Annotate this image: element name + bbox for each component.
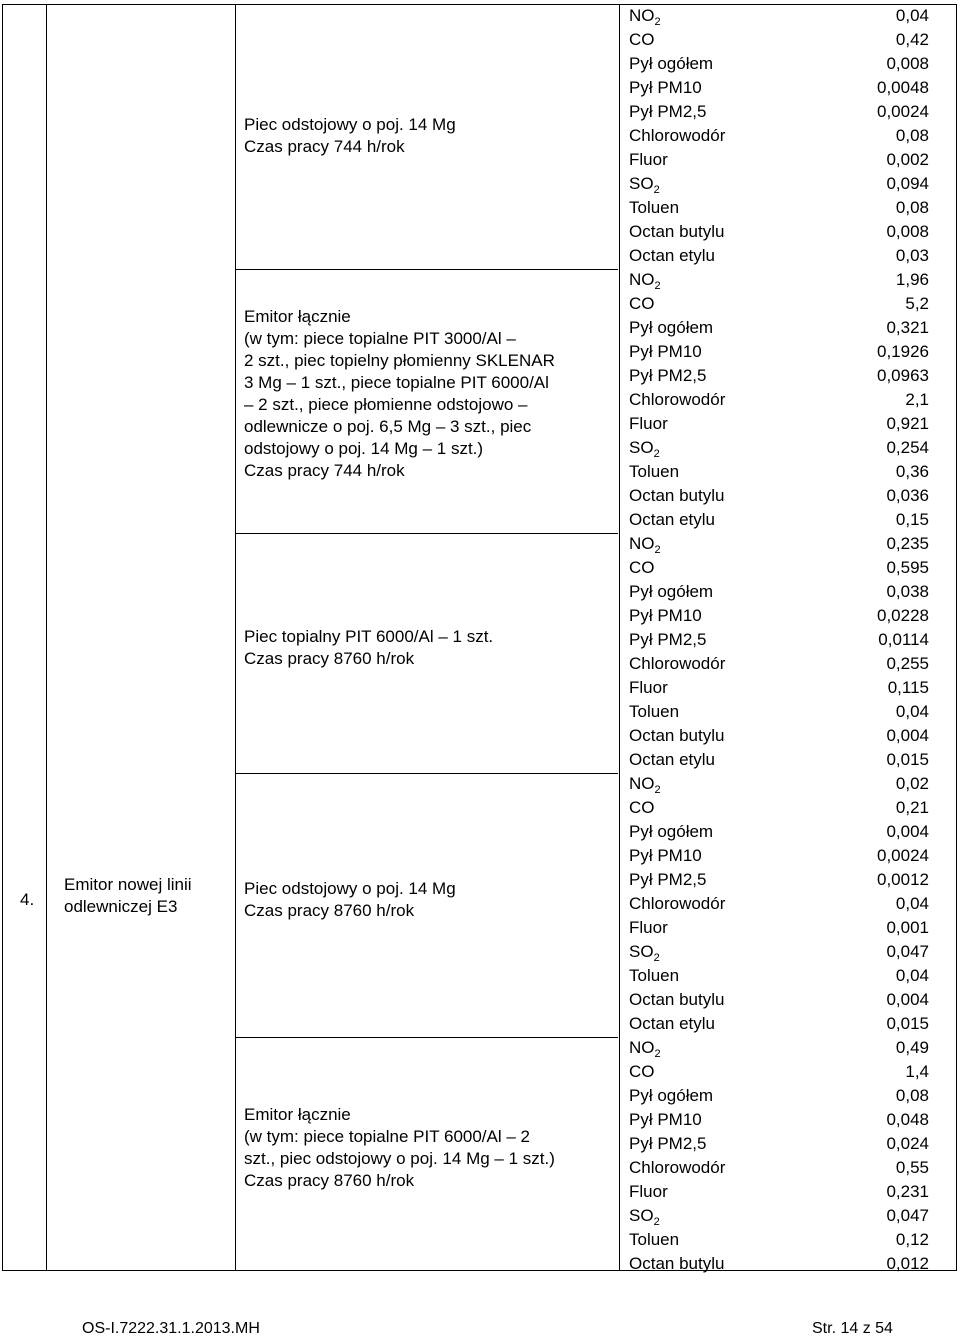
emission-value: 0,02 xyxy=(895,774,929,793)
pollutant-row xyxy=(629,748,929,772)
pollutant-row xyxy=(629,940,929,964)
pollutant-name: Octan etylu xyxy=(629,510,715,529)
pollutant-name: $NO_2$ xyxy=(629,774,661,796)
pollutant-row xyxy=(629,4,929,28)
pollutant-name: Pył ogółem xyxy=(629,582,714,601)
emitter-name: Emitor nowej linii odlewniczej E3 xyxy=(64,875,192,916)
column-divider xyxy=(619,5,620,1270)
emission-value: 0,038 xyxy=(886,582,929,601)
pollutant-row xyxy=(629,508,929,532)
column-divider xyxy=(46,5,47,1270)
emission-value: 0,036 xyxy=(886,486,929,505)
pollutant-row xyxy=(629,796,929,820)
emission-value: 1,4 xyxy=(905,1062,929,1081)
emission-value: 0,015 xyxy=(886,750,929,769)
pollutant-name: Octan butylu xyxy=(629,990,725,1009)
emission-value: 0,921 xyxy=(886,414,929,433)
subscript: 2 xyxy=(653,448,660,460)
pollutant-name: Toluen xyxy=(629,1230,680,1249)
pollutant-name: Pył ogółem xyxy=(629,54,714,73)
subscript: 2 xyxy=(653,184,660,196)
emission-value: 0,015 xyxy=(886,1014,929,1033)
source-description: Piec odstojowy o poj. 14 Mg Czas pracy 744 h/rok xyxy=(244,115,456,156)
pollutant-name: Octan butylu xyxy=(629,222,725,241)
emission-value: 0,0114 xyxy=(878,630,929,649)
emission-value: 0,012 xyxy=(886,1254,929,1273)
pollutant-name: Octan butylu xyxy=(629,486,725,505)
pollutant-row xyxy=(629,532,929,556)
emission-value: 0,55 xyxy=(895,1158,929,1177)
pollutant-row xyxy=(629,244,929,268)
pollutant-row xyxy=(629,1060,929,1084)
page-number: Str. 14 z 54 xyxy=(812,1320,893,1337)
pollutant-name: Pył PM2,5 xyxy=(629,102,707,121)
pollutant-name: Octan etylu xyxy=(629,246,715,265)
pollutant-row xyxy=(629,1132,929,1156)
pollutant-name: Octan etylu xyxy=(629,1014,715,1033)
subscript: 2 xyxy=(653,952,660,964)
emission-value: 0,004 xyxy=(886,726,929,745)
emission-value: 0,08 xyxy=(895,126,929,145)
pollutant-name: Chlorowodór xyxy=(629,654,726,673)
pollutant-row xyxy=(629,700,929,724)
pollutant-row xyxy=(629,1156,929,1180)
emission-value: 0,115 xyxy=(887,678,929,697)
pollutant-row xyxy=(629,268,929,292)
pollutant-name: Pył PM10 xyxy=(629,342,702,361)
entry-number: 4. xyxy=(20,890,35,909)
pollutant-name: Toluen xyxy=(629,462,680,481)
row-divider xyxy=(235,269,618,270)
pollutant-name: Fluor xyxy=(629,918,668,937)
emission-value: 0,235 xyxy=(886,534,929,553)
pollutant-name: $SO_2$ xyxy=(629,174,660,196)
pollutant-row xyxy=(629,916,929,940)
column-divider xyxy=(235,5,236,1270)
pollutant-row xyxy=(629,28,929,52)
pollutant-name: $NO_2$ xyxy=(629,1038,661,1060)
pollutant-row xyxy=(629,772,929,796)
pollutant-name: $NO_2$ xyxy=(629,6,661,28)
pollutant-row xyxy=(629,124,929,148)
pollutant-row xyxy=(629,1084,929,1108)
pollutant-name: CO xyxy=(629,558,655,577)
emission-value: 0,04 xyxy=(895,6,929,25)
emission-value: 0,08 xyxy=(895,198,929,217)
emission-value: 0,004 xyxy=(886,990,929,1009)
pollutant-row xyxy=(629,220,929,244)
pollutant-name: Octan etylu xyxy=(629,750,715,769)
pollutant-name: Pył PM2,5 xyxy=(629,1134,707,1153)
pollutant-name: Octan butylu xyxy=(629,1254,725,1273)
pollutant-name: Chlorowodór xyxy=(629,126,726,145)
pollutant-name: CO xyxy=(629,294,655,313)
pollutant-name: $SO_2$ xyxy=(629,942,660,964)
emission-value: 0,12 xyxy=(895,1230,929,1249)
emission-value: 0,04 xyxy=(895,966,929,985)
emission-value: 0,15 xyxy=(895,510,929,529)
subscript: 2 xyxy=(654,1048,661,1060)
pollutant-name: Pył PM10 xyxy=(629,1110,702,1129)
pollutant-name: Octan butylu xyxy=(629,726,725,745)
pollutant-name: Fluor xyxy=(629,414,668,433)
pollutant-row xyxy=(629,460,929,484)
subscript: 2 xyxy=(653,1216,660,1228)
pollutant-row xyxy=(629,52,929,76)
pollutant-name: CO xyxy=(629,30,655,49)
emission-value: 0,42 xyxy=(895,30,929,49)
emission-value: 5,2 xyxy=(905,294,929,313)
pollutant-row xyxy=(629,580,929,604)
emission-value: 0,595 xyxy=(886,558,929,577)
emission-value: 2,1 xyxy=(905,390,929,409)
emission-value: 0,004 xyxy=(886,822,929,841)
pollutant-row xyxy=(629,1204,929,1228)
emission-value: 0,08 xyxy=(895,1086,929,1105)
pollutant-name: Fluor xyxy=(629,1182,668,1201)
emission-value: 0,231 xyxy=(886,1182,929,1201)
pollutant-name: Pył ogółem xyxy=(629,318,714,337)
emission-value: 0,49 xyxy=(895,1038,929,1057)
pollutant-name: Toluen xyxy=(629,702,680,721)
pollutant-row xyxy=(629,556,929,580)
pollutant-row xyxy=(629,148,929,172)
emission-value: 0,001 xyxy=(886,918,929,937)
pollutant-name: $SO_2$ xyxy=(629,1206,660,1228)
pollutant-row xyxy=(629,1108,929,1132)
pollutant-name: Fluor xyxy=(629,150,668,169)
pollutant-name: Chlorowodór xyxy=(629,894,726,913)
emission-value: 0,0048 xyxy=(877,78,929,97)
emission-value: 0,0024 xyxy=(877,846,929,865)
pollutant-row xyxy=(629,412,929,436)
pollutant-row xyxy=(629,484,929,508)
pollutant-name: Pył PM10 xyxy=(629,78,702,97)
emission-value: 0,04 xyxy=(895,702,929,721)
emission-value: 0,0024 xyxy=(877,102,929,121)
pollutant-row xyxy=(629,388,929,412)
source-description: Emitor łącznie (w tym: piece topialne PIT 3000/Al – 2 szt., piec topielny płomienny SKLENAR 3 Mg – 1 szt., piece topialne PIT 6000/Al – 2 szt., piece płomienne odstojowo – odlewnicze o poj. 6,5 Mg – 3 szt., piec odstojowy o poj. 14 Mg – 1 szt.) Czas pracy 744 h/rok xyxy=(244,307,555,480)
pollutant-row xyxy=(629,316,929,340)
pollutant-row xyxy=(629,1228,929,1252)
row-divider xyxy=(235,773,618,774)
pollutant-row xyxy=(629,652,929,676)
pollutant-row xyxy=(629,628,929,652)
source-description: Piec odstojowy o poj. 14 Mg Czas pracy 8760 h/rok xyxy=(244,879,456,920)
document-reference: OS-I.7222.31.1.2013.MH xyxy=(82,1320,260,1337)
pollutant-row xyxy=(629,1036,929,1060)
pollutant-name: Chlorowodór xyxy=(629,1158,726,1177)
emission-value: 0,008 xyxy=(886,54,929,73)
pollutant-name: Pył PM10 xyxy=(629,606,702,625)
pollutant-row xyxy=(629,364,929,388)
pollutant-name: Chlorowodór xyxy=(629,390,726,409)
pollutant-row xyxy=(629,100,929,124)
row-divider xyxy=(235,533,618,534)
source-description: Emitor łącznie (w tym: piece topialne PIT 6000/Al – 2 szt., piec odstojowy o poj. 14 Mg – 1 szt.) Czas pracy 8760 h/rok xyxy=(244,1105,555,1190)
subscript: 2 xyxy=(654,280,661,292)
emission-value: 0,04 xyxy=(895,894,929,913)
pollutant-row xyxy=(629,1012,929,1036)
emission-value: 0,36 xyxy=(895,462,929,481)
pollutant-row xyxy=(629,892,929,916)
pollutant-row xyxy=(629,676,929,700)
pollutant-row xyxy=(629,964,929,988)
emission-value: 0,002 xyxy=(886,150,929,169)
pollutant-row xyxy=(629,436,929,460)
emission-value: 0,0228 xyxy=(877,606,929,625)
pollutant-name: Fluor xyxy=(629,678,668,697)
pollutant-row xyxy=(629,196,929,220)
emission-value: 0,048 xyxy=(886,1110,929,1129)
pollutant-row xyxy=(629,604,929,628)
pollutant-row xyxy=(629,868,929,892)
pollutant-row xyxy=(629,1180,929,1204)
pollutant-name: $NO_2$ xyxy=(629,534,661,556)
row-divider xyxy=(235,1037,618,1038)
emission-value: 0,321 xyxy=(886,318,929,337)
source-description: Piec topialny PIT 6000/Al – 1 szt. Czas pracy 8760 h/rok xyxy=(244,627,494,668)
pollutant-name: CO xyxy=(629,1062,655,1081)
emission-value: 0,0012 xyxy=(877,870,929,889)
pollutant-name: Pył PM2,5 xyxy=(629,366,707,385)
pollutant-row xyxy=(629,820,929,844)
pollutant-name: Pył PM2,5 xyxy=(629,630,707,649)
emission-value: 0,0963 xyxy=(877,366,929,385)
subscript: 2 xyxy=(654,544,661,556)
pollutant-name: Pył PM10 xyxy=(629,846,702,865)
pollutant-name: Toluen xyxy=(629,966,680,985)
emission-value: 0,254 xyxy=(886,438,929,457)
subscript: 2 xyxy=(654,16,661,28)
emission-value: 0,03 xyxy=(895,246,929,265)
pollutant-name: $NO_2$ xyxy=(629,270,661,292)
emission-value: 1,96 xyxy=(895,270,929,289)
pollutant-row xyxy=(629,292,929,316)
pollutant-row xyxy=(629,724,929,748)
emission-value: 0,047 xyxy=(886,942,929,961)
subscript: 2 xyxy=(654,784,661,796)
emission-value: 0,024 xyxy=(886,1134,929,1153)
pollutant-name: $SO_2$ xyxy=(629,438,660,460)
emission-value: 0,1926 xyxy=(877,342,929,361)
pollutant-name: CO xyxy=(629,798,655,817)
pollutant-row xyxy=(629,172,929,196)
pollutant-name: Pył PM2,5 xyxy=(629,870,707,889)
pollutant-row xyxy=(629,340,929,364)
emission-value: 0,008 xyxy=(886,222,929,241)
emission-value: 0,094 xyxy=(886,174,929,193)
pollutant-name: Pył ogółem xyxy=(629,1086,714,1105)
pollutant-name: Toluen xyxy=(629,198,680,217)
pollutant-row xyxy=(629,988,929,1012)
pollutant-row xyxy=(629,76,929,100)
pollutant-name: Pył ogółem xyxy=(629,822,714,841)
emission-value: 0,255 xyxy=(886,654,929,673)
emission-value: 0,047 xyxy=(886,1206,929,1225)
pollutant-row xyxy=(629,1252,929,1276)
pollutant-row xyxy=(629,844,929,868)
emission-value: 0,21 xyxy=(895,798,929,817)
